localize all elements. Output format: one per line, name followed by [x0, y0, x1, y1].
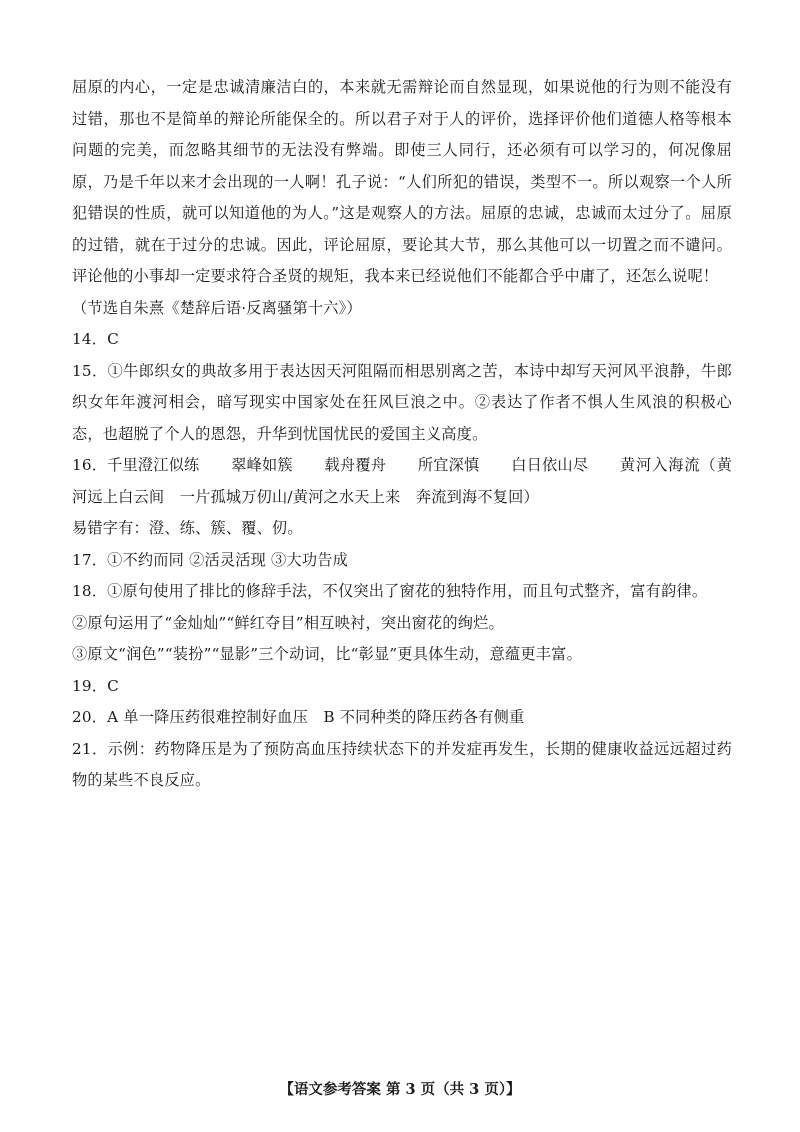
passage-source: （节选自朱熹《楚辞后语·反离骚第十六》）: [72, 298, 362, 317]
answer-16-item: 所宜深慎: [417, 456, 480, 474]
answer-18-2: ②原句运用了“金灿灿”“鲜红夺目”相互映衬，突出窗花的绚烂。: [72, 613, 504, 632]
answer-16: [72, 450, 732, 513]
answer-content: [72, 72, 732, 797]
answer-20: 20．A 单一降压药很难控制好血压 B 不同种类的降压药各有侧重: [72, 708, 525, 726]
answer-17: 17．①不约而同 ②活灵活现 ③大功告成: [72, 550, 348, 569]
answer-16-item: 翠峰如簇: [231, 456, 293, 474]
answer-16-item: 白日依山尽: [511, 456, 589, 474]
answer-16-note: 易错字有：澄、练、簇、覆、仞。: [72, 519, 303, 537]
answer-15: 15．①牛郎织女的典故多用于表达因天河阻隔而相思别离之苦，本诗中却写天河风平浪静，牛郎织女年年渡河相会，暗写现实中国家处在狂风巨浪之中。②表达了作者不惧人生风浪的积极心态，也超脱了个人的恩怨，升华到忧国忧民的爱国主义高度。: [72, 361, 732, 443]
answer-16-item: 载舟覆舟: [324, 456, 387, 474]
answer-16-item: 16．千里澄江似练: [72, 456, 200, 474]
page-footer: 【语文参考答案 第 3 页（共 3 页）】: [279, 1081, 521, 1098]
translation-passage: 屈原的内心，一定是忠诚清廉洁白的，本来就无需辩论而自然显现，如果说他的行为则不能没有过错，那也不是简单的辩论所能保全的。所以君子对于人的评价，选择评价他们道德人格等根本问题的完美，而忽略其细节的无法没有弊端。即使三人同行，还必须有可以学习的，何况像屈原，乃是千年以来才会出现的一人啊！孔子说：“人们所犯的错误，类型不一。所以观察一个人所犯错误的性质，就可以知道他的为人。”这是观察人的方法。屈原的忠诚，忠诚而太过分了。屈原的过错，就在于过分的忠诚。因此，评论屈原，要论其大节，那么其他可以一切置之而不谴问。评论他的小事却一定要求符合圣贤的规矩，我本来已经说他们不能都合乎中庸了，还怎么说呢！: [72, 78, 732, 285]
answer-18-3: ③原文“润色”“装扮”“显影”三个动词，比“彰显”更具体生动，意蕴更丰富。: [72, 645, 582, 663]
answer-14: 14．C: [72, 330, 119, 348]
answer-16-item: 黄河入海流（黄河远上白云间 一片孤城万仞山/黄河之水天上来 奔流到海不复回）: [72, 456, 733, 506]
answer-18-1: 18．①原句使用了排比的修辞手法，不仅突出了窗花的独特作用，而且句式整齐，富有韵律。: [72, 582, 708, 600]
answer-19: 19．C: [72, 676, 119, 695]
answer-21: 21．示例：药物降压是为了预防高血压持续状态下的并发症再发生，长期的健康收益远远超过药物的某些不良反应。: [72, 739, 732, 789]
